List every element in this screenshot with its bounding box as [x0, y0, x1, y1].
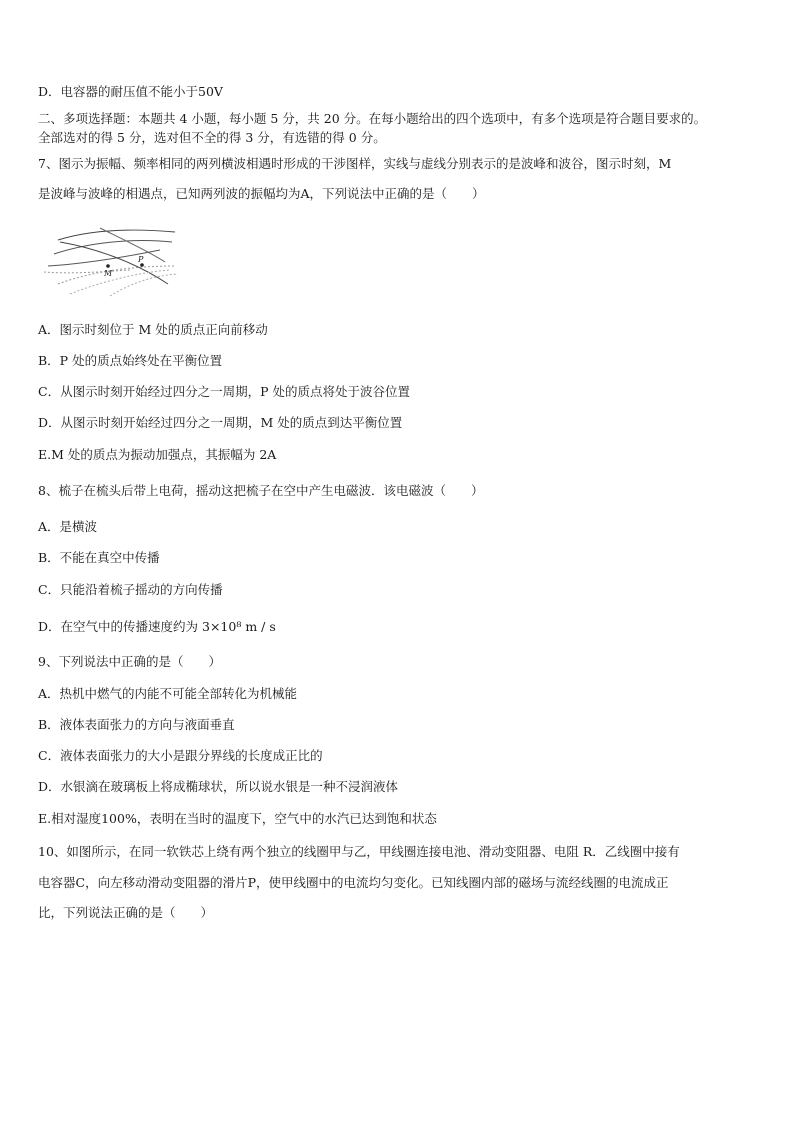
section-heading-line-2: 全部选对的得 5 分，选对但不全的得 3 分，有选错的得 0 分。 — [38, 130, 386, 145]
question-9-option-c: C．液体表面张力的大小是跟分界线的长度成正比的 — [38, 748, 323, 763]
question-8-option-a: A．是横波 — [38, 519, 98, 534]
question-9-stem: 9、下列说法中正确的是（ ） — [38, 654, 221, 669]
wave-crest-line — [54, 241, 172, 255]
question-7-option-a: A．图示时刻位于 M 处的质点正向前移动 — [38, 322, 268, 337]
question-7-option-d: D．从图示时刻开始经过四分之一周期，M 处的质点到达平衡位置 — [38, 415, 403, 430]
question-8-option-c: C．只能沿着梳子摇动的方向传播 — [38, 582, 223, 597]
question-8-stem: 8、梳子在梳头后带上电荷，摇动这把梳子在空中产生电磁波．该电磁波（ ） — [38, 483, 484, 498]
point-m — [106, 264, 110, 268]
question-10-line-2: 电容器C，向左移动滑动变阻器的滑片P，使甲线圈中的电流均匀变化。已知线圈内部的磁场与流经线圈的电流成正 — [38, 875, 669, 890]
question-9-option-b: B．液体表面张力的方向与液面垂直 — [38, 717, 235, 732]
label-p: P — [138, 255, 144, 264]
label-m: M — [104, 269, 113, 278]
section-heading-line-1: 二、多项选择题：本题共 4 小题，每小题 5 分，共 20 分。在每小题给出的四个选项中，有多个选项是符合题目要求的。 — [38, 111, 707, 126]
wave-trough-line — [70, 270, 170, 294]
question-9-option-e: E.相对湿度100%，表明在当时的温度下，空气中的水汽已达到饱和状态 — [38, 811, 437, 826]
question-10-line-1: 10、如图所示，在同一软铁芯上绕有两个独立的线圈甲与乙，甲线圈连接电池、滑动变阻器、电阻 R．乙线圈中接有 — [38, 844, 680, 859]
option-d-previous: D．电容器的耐压值不能小于50V — [38, 84, 223, 99]
question-9-option-a: A．热机中燃气的内能不可能全部转化为机械能 — [38, 686, 298, 701]
question-7-line-2: 是波峰与波峰的相遇点，已知两列波的振幅均为A，下列说法中正确的是（ ） — [38, 186, 485, 201]
wave-trough-line — [110, 274, 178, 296]
question-10-line-3: 比，下列说法正确的是（ ） — [38, 905, 214, 920]
question-9-option-d: D．水银滴在玻璃板上将成椭球状，所以说水银是一种不浸润液体 — [38, 779, 399, 794]
question-7-option-e: E.M 处的质点为振动加强点，其振幅为 2A — [38, 447, 277, 462]
question-7-option-c: C．从图示时刻开始经过四分之一周期，P 处的质点将处于波谷位置 — [38, 384, 410, 399]
question-8-option-b: B．不能在真空中传播 — [38, 550, 160, 565]
question-7-line-1: 7、图示为振幅、频率相同的两列横波相遇时形成的干涉图样，实线与虚线分别表示的是波峰和波谷，图示时刻，M — [38, 156, 672, 171]
interference-pattern-figure — [40, 222, 180, 302]
wave-trough-line — [58, 266, 176, 284]
question-7-option-b: B．P 处的质点始终处在平衡位置 — [38, 353, 223, 368]
wave-trough-line — [44, 270, 130, 273]
question-8-option-d: D．在空气中的传播速度约为 3×10⁸ m / s — [38, 619, 276, 634]
wave-crest-line — [58, 230, 175, 240]
wave-crest-line — [100, 228, 165, 262]
